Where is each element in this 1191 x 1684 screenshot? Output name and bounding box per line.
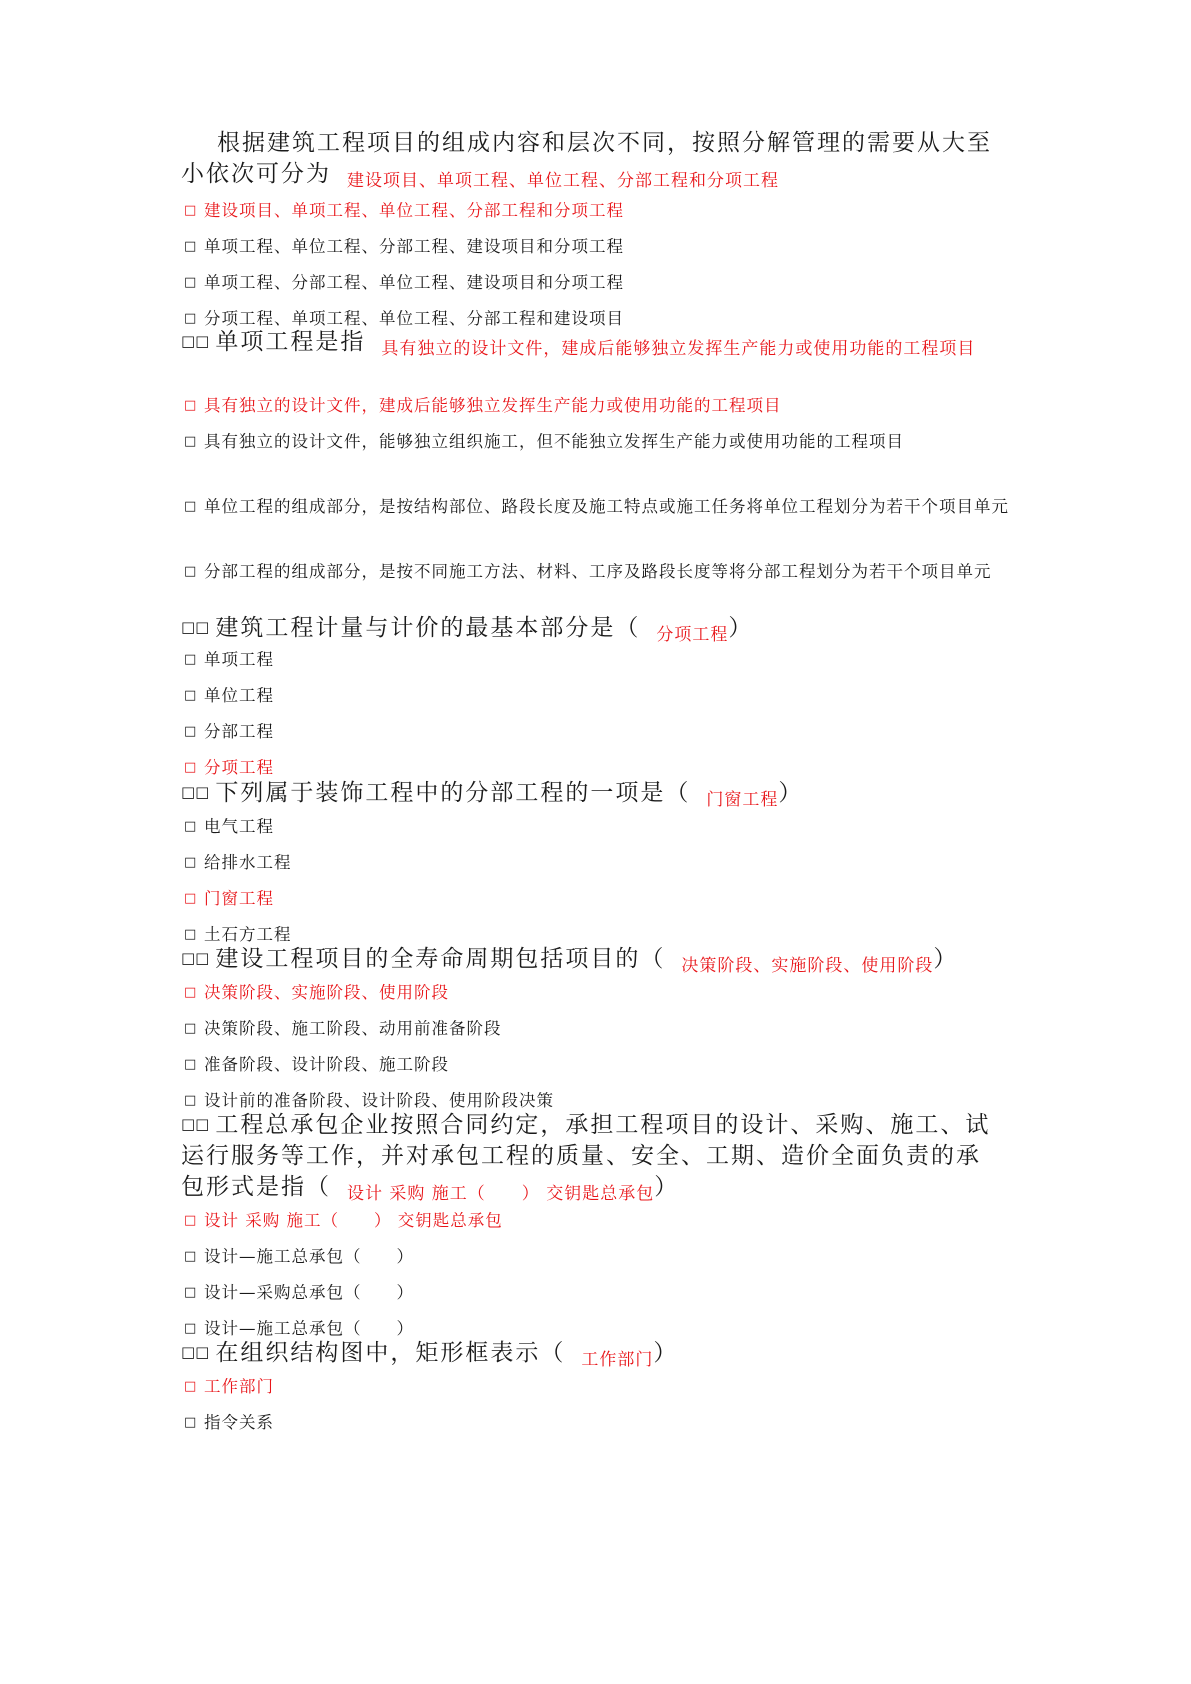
question-6-option-c: □ 设计—采购总承包（ ） (184, 1278, 1014, 1310)
question-5-option-b: □ 决策阶段、施工阶段、动用前准备阶段 (184, 1014, 1014, 1046)
checkbox-icon: □ (184, 760, 197, 775)
checkbox-icon: □ (184, 499, 197, 514)
checkbox-icon: □ (184, 724, 197, 739)
question-3-option-d: □ 分项工程 (184, 753, 1014, 785)
checkbox-icon: □ (184, 564, 197, 579)
question-1-stem-line-1: 根据建筑工程项目的组成内容和层次不同，按照分解管理的需要从大至 (217, 130, 992, 156)
checkbox-icon: □ (184, 819, 197, 834)
question-1-stem-line-2: 小依次可分为 $_{建设项目、单项工程、单位工程、分部工程和分项工程}$ (181, 161, 779, 191)
question-7-option-a: □ 工作部门 (184, 1372, 1014, 1404)
checkbox-icon: □ (184, 1249, 197, 1264)
question-5-option-c: □ 准备阶段、设计阶段、施工阶段 (184, 1050, 1014, 1082)
checkbox-icon: □ (184, 855, 197, 870)
question-2-option-d: □ 分部工程的组成部分，是按不同施工方法、材料、工序及路段长度等将分部工程划分为若干个项目单元 (184, 557, 1014, 589)
question-2-option-b: □ 具有独立的设计文件，能够独立组织施工，但不能独立发挥生产能力或使用功能的工程项目 (184, 427, 1014, 459)
question-1-option-b: □ 单项工程、单位工程、分部工程、建设项目和分项工程 (184, 232, 1014, 264)
question-6-option-b: □ 设计—施工总承包（ ） (184, 1242, 1014, 1274)
question-4-option-a: □ 电气工程 (184, 812, 1014, 844)
question-2-option-c: □ 单位工程的组成部分，是按结构部位、路段长度及施工特点或施工任务将单位工程划分为若干个项目单元 (184, 492, 1014, 524)
question-4-stem: □□ 下列属于装饰工程中的分部工程的一项是（ $_{门窗工程}$） (181, 778, 1011, 811)
checkbox-icon: □ (184, 311, 197, 326)
question-6-option-a: □ 设计 采购 施工（ ） 交钥匙总承包 (184, 1206, 1014, 1238)
question-3-answer: 分项工程 (656, 625, 729, 645)
checkbox-icon: □ (184, 652, 197, 667)
question-4-number: □□ (181, 783, 210, 801)
checkbox-icon: □ (184, 891, 197, 906)
checkbox-icon: □ (184, 275, 197, 290)
checkbox-icon: □ (184, 985, 197, 1000)
question-6-stem-line-3: 包形式是指（ $_{设计 采购 施工( ) 交钥匙总承包}$） (181, 1174, 680, 1204)
question-6-answer: 设计 采购 施工（ ） 交钥匙总承包 (347, 1184, 655, 1204)
checkbox-icon: □ (184, 434, 197, 449)
question-4-answer: 门窗工程 (706, 790, 779, 810)
question-3-number: □□ (181, 618, 210, 636)
question-6-number: □□ (181, 1115, 210, 1133)
question-2-option-a: □ 具有独立的设计文件，建成后能够独立发挥生产能力或使用功能的工程项目 (184, 391, 1014, 423)
question-2-number: □□ (181, 332, 210, 350)
question-6-stem-line-1: □□ 工程总承包企业按照合同约定，承担工程项目的设计、采购、施工、试 (181, 1110, 1011, 1143)
question-4-option-c: □ 门窗工程 (184, 884, 1014, 916)
question-2-stem: □□ 单项工程是指 $_{具有独立的设计文件,建成后能够独立发挥生产能力或使用功能的工程项目}$ (181, 327, 1011, 360)
checkbox-icon: □ (184, 239, 197, 254)
checkbox-icon: □ (184, 1415, 197, 1430)
question-6-stem-line-2: 运行服务等工作，并对承包工程的质量、安全、工期、造价全面负责的承 (181, 1143, 981, 1169)
question-1-option-c: □ 单项工程、分部工程、单位工程、建设项目和分项工程 (184, 268, 1014, 300)
question-1-option-a: □ 建设项目、单项工程、单位工程、分部工程和分项工程 (184, 196, 1014, 228)
question-5-option-a: □ 决策阶段、实施阶段、使用阶段 (184, 978, 1014, 1010)
question-1-answer: 建设项目、单项工程、单位工程、分部工程和分项工程 (347, 171, 779, 191)
question-7-number: □□ (181, 1343, 210, 1361)
checkbox-icon: □ (184, 1379, 197, 1394)
question-3-option-b: □ 单位工程 (184, 681, 1014, 713)
question-5-stem: □□ 建设工程项目的全寿命周期包括项目的（ $_{决策阶段、实施阶段、使用阶段}$） (181, 944, 1011, 977)
question-7-option-b: □ 指令关系 (184, 1408, 1014, 1440)
checkbox-icon: □ (184, 1285, 197, 1300)
question-4-option-d: □ 土石方工程 (184, 920, 1014, 952)
checkbox-icon: □ (184, 688, 197, 703)
question-3-option-a: □ 单项工程 (184, 645, 1014, 677)
question-7-stem: □□ 在组织结构图中，矩形框表示（ $_{工作部门}$） (181, 1338, 1011, 1371)
checkbox-icon: □ (184, 927, 197, 942)
question-7-answer: 工作部门 (581, 1350, 654, 1370)
question-4-option-b: □ 给排水工程 (184, 848, 1014, 880)
question-5-option-d: □ 设计前的准备阶段、设计阶段、使用阶段决策 (184, 1086, 1014, 1118)
question-6-option-d: □ 设计—施工总承包（ ） (184, 1314, 1014, 1346)
question-5-number: □□ (181, 949, 210, 967)
checkbox-icon: □ (184, 203, 197, 218)
question-2-answer: 具有独立的设计文件，建成后能够独立发挥生产能力或使用功能的工程项目 (381, 339, 976, 359)
checkbox-icon: □ (184, 1057, 197, 1072)
checkbox-icon: □ (184, 1093, 197, 1108)
checkbox-icon: □ (184, 1321, 197, 1336)
checkbox-icon: □ (184, 1213, 197, 1228)
question-3-option-c: □ 分部工程 (184, 717, 1014, 749)
question-5-answer: 决策阶段、实施阶段、使用阶段 (681, 956, 934, 976)
question-1-option-d: □ 分项工程、单项工程、单位工程、分部工程和建设项目 (184, 304, 1014, 336)
question-3-stem: □□ 建筑工程计量与计价的最基本部分是（ $_{分项工程}$） (181, 613, 1011, 646)
checkbox-icon: □ (184, 1021, 197, 1036)
checkbox-icon: □ (184, 398, 197, 413)
